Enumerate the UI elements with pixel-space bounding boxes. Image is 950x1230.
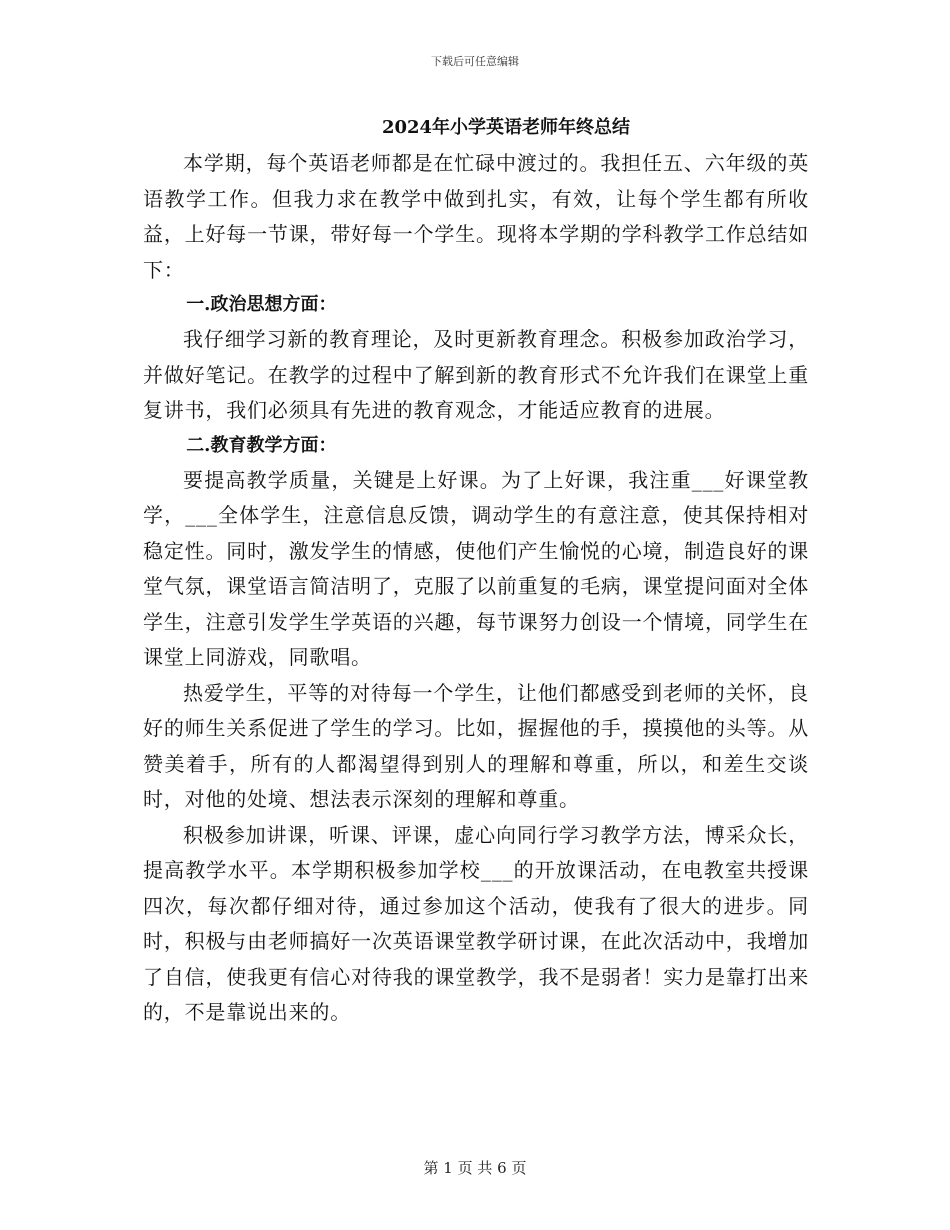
politics-paragraph: 我仔细学习新的教育理论，及时更新教育理念。积极参加政治学习，并做好笔记。在教学的过程中了解到新的教育形式不允许我们在课堂上重复讲书，我们必须具有先进的教育观念，才能适应教育的进展。 (143, 327, 809, 422)
section-heading-teaching: 二.教育教学方面： (186, 434, 337, 456)
teaching-paragraph-1: 要提高教学质量，关键是上好课。为了上好课，我注重___好课堂教学，___全体学生，注意信息反馈，调动学生的有意注意，使其保持相对稳定性。同时，激发学生的情感，使他们产生愉悦的心境，制造良好的课堂气氛，课堂语言简洁明了，克服了以前重复的毛病，课堂提问面对全体学生，注意引发学生学英语的兴趣，每节课努力创设一个情境，同学生在课堂上同游戏，同歌唱。 (143, 467, 809, 669)
intro-paragraph: 本学期，每个英语老师都是在忙碌中渡过的。我担任五、六年级的英语教学工作。但我力求在教学中做到扎实，有效，让每个学生都有所收益，上好每一节课，带好每一个学生。现将本学期的学科教学工作总结如下： (143, 151, 809, 282)
document-body (143, 112, 809, 1031)
header-note: 下载后可任意编辑 (431, 55, 519, 68)
page-footer: 第 1 页 共 6 页 (423, 1159, 527, 1177)
teaching-paragraph-2: 热爱学生，平等的对待每一个学生，让他们都感受到老师的关怀，良好的师生关系促进了学生的学习。比如，握握他的手，摸摸他的头等。从赞美着手，所有的人都渴望得到别人的理解和尊重，所以，和差生交谈时，对他的处境、想法表示深刻的理解和尊重。 (143, 680, 809, 811)
document-title: 2024年小学英语老师年终总结 (381, 117, 631, 138)
teaching-paragraph-3: 积极参加讲课，听课、评课，虚心向同行学习教学方法，博采众长，提高教学水平。本学期积极参加学校___的开放课活动，在电教室共授课四次，每次都仔细对待，通过参加这个活动，使我有了很大的进步。同时，积极与由老师搞好一次英语课堂教学研讨课，在此次活动中，我增加了自信，使我更有信心对待我的课堂教学，我不是弱者！实力是靠打出来的，不是靠说出来的。 (143, 822, 809, 1024)
section-heading-politics: 一.政治思想方面： (186, 294, 337, 315)
